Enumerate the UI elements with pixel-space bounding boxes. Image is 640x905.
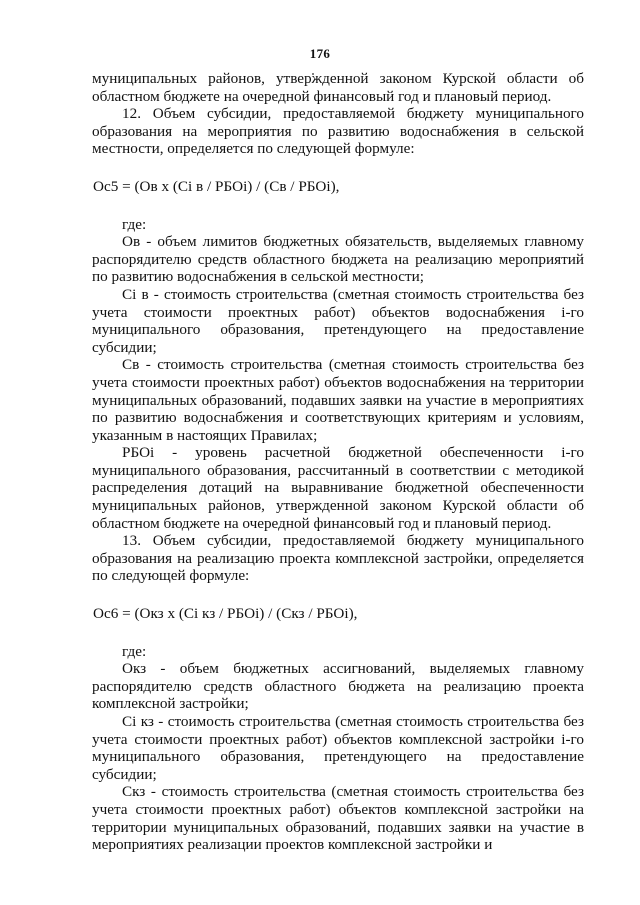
definition-ckz: Скз - стоимость строительства (сметная стоимость строительства без учета стоимости проектных работ) объектов комплексной застройки на территории муниципальных образований, подавших заявки на участие в мероприятиях реализации проектов комплексной застройки и [92, 783, 584, 854]
formula-oc6: Ос6 = (Окз х (Сi кз / РБОi) / (Скз / РБОi), [93, 605, 358, 623]
definition-okz: Окз - объем бюджетных ассигнований, выделяемых главному распорядителю средств областного бюджета на реализацию проекта комплексной застройки; [92, 660, 584, 713]
document-body [92, 70, 584, 854]
where-label-2: где: [122, 642, 147, 660]
definition-rboi: РБОi - уровень расчетной бюджетной обеспеченности i-го муниципального образования, рассчитанный в соответствии с методикой распределения дотаций на выравнивание бюджетной обеспеченности муниципальных районов, утвержденной законом Курской области об областном бюджете на очередной финансовый год и плановый период. [92, 444, 584, 532]
definition-cv: Св - стоимость строительства (сметная стоимость строительства без учета стоимости проектных работ) объектов водоснабжения на территории муниципальных образований, подавших заявки на участие в мероприятиях по развитию водоснабжения и соответствующих критериям и условиям, указанным в настоящих Правилах; [92, 356, 584, 444]
paragraph-13: 13. Объем субсидии, предоставляемой бюджету муниципального образования на реализацию проекта комплексной застройки, определяется по следующей формуле: [92, 532, 584, 585]
paragraph-continuation: муниципальных районов, утвержденной законом Курской области об областном бюджете на очередной финансовый год и плановый период. [92, 70, 584, 105]
definition-ci-kz: Сi кз - стоимость строительства (сметная стоимость строительства без учета стоимости проектных работ) объектов комплексной застройки i-го муниципального образования, претендующего на предоставление субсидии; [92, 713, 584, 783]
definition-ci-v: Сi в - стоимость строительства (сметная стоимость строительства без учета стоимости проектных работ) объектов водоснабжения i-го муниципального образования, претендующего на предоставление субсидии; [92, 285, 584, 356]
page-number: 176 [309, 46, 331, 61]
definition-ov: Ов - объем лимитов бюджетных обязательств, выделяемых главному распорядителю средств областного бюджета на реализацию мероприятий по развитию водоснабжения в сельской местности; [92, 233, 584, 286]
paragraph-12: 12. Объем субсидии, предоставляемой бюджету муниципального образования на мероприятия по развитию водоснабжения в сельской местности, определяется по следующей формуле: [92, 105, 584, 158]
where-label-1: где: [122, 215, 147, 233]
formula-oc5: Ос5 = (Ов х (Сi в / РБОi) / (Св / РБОi), [93, 177, 340, 195]
